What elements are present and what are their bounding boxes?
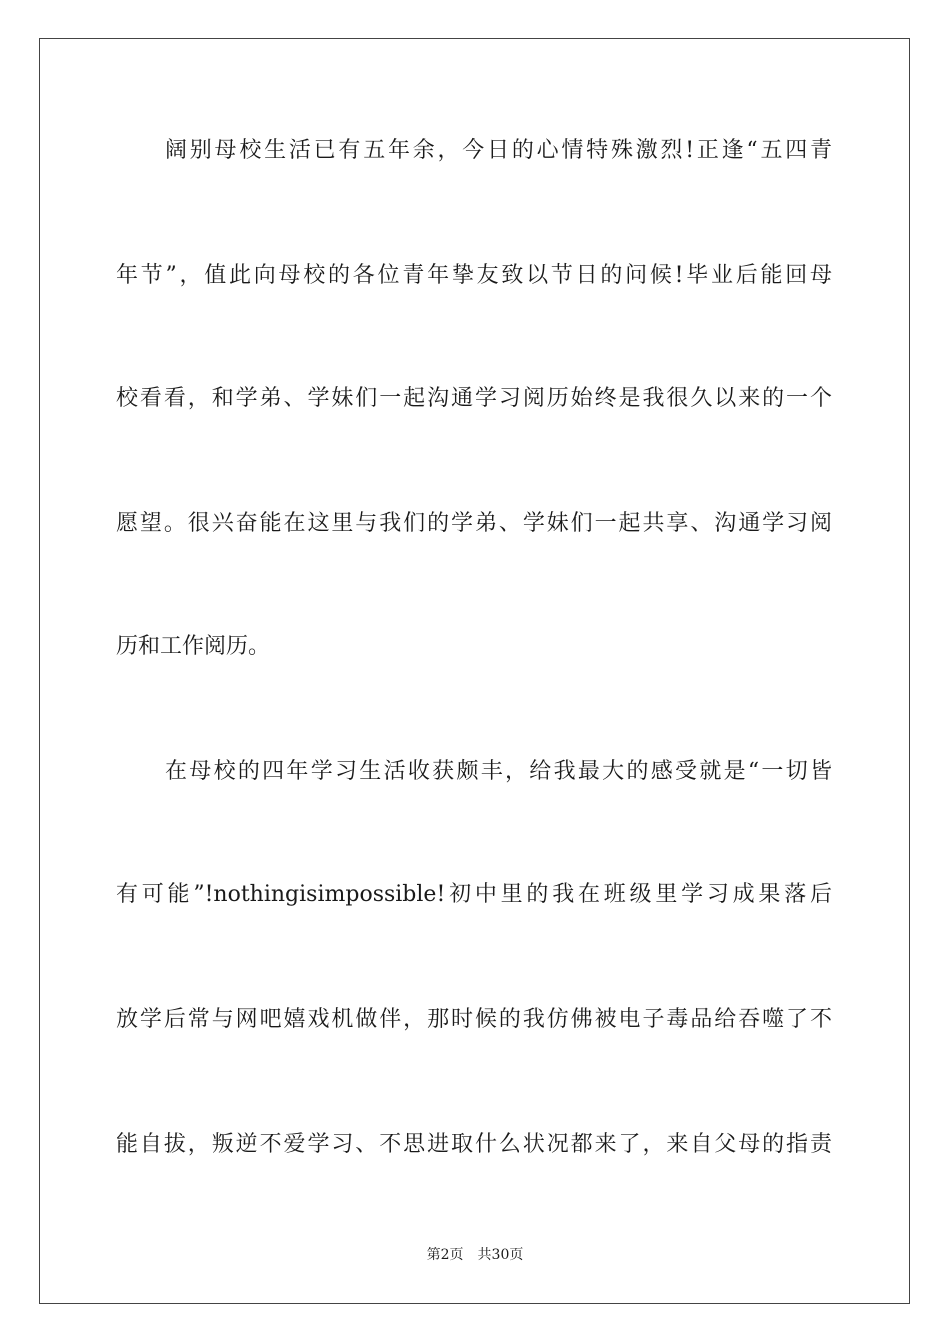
paragraph-1-line-1: 阔别母校生活已有五年余，今日的心情特殊激烈!正逢“五四青	[165, 138, 832, 163]
paragraph-2-line-2: 有可能”!nothingisimpossible!初中里的我在班级里学习成果落后	[116, 882, 832, 907]
paragraph-1-line-3: 校看看，和学弟、学妹们一起沟通学习阅历始终是我很久以来的一个	[116, 386, 832, 411]
paragraph-2-line-3: 放学后常与网吧嬉戏机做伴，那时候的我仿佛被电子毒品给吞噬了不	[116, 1007, 832, 1032]
paragraph-1-line-5: 历和工作阅历。	[116, 634, 271, 659]
paragraph-2-line-1: 在母校的四年学习生活收获颇丰，给我最大的感受就是“一切皆	[165, 759, 832, 784]
paragraph-1-line-4: 愿望。很兴奋能在这里与我们的学弟、学妹们一起共享、沟通学习阅	[116, 511, 832, 536]
paragraph-1-line-2: 年节”，值此向母校的各位青年挚友致以节日的问候!毕业后能回母	[116, 263, 832, 288]
page-footer	[0, 1246, 950, 1264]
paragraph-2-line-4: 能自拔，叛逆不爱学习、不思进取什么状况都来了，来自父母的指责	[116, 1132, 832, 1157]
total-pages: 共30页	[477, 1247, 524, 1263]
page-border	[39, 38, 910, 1304]
page-number: 第2页	[426, 1247, 464, 1263]
